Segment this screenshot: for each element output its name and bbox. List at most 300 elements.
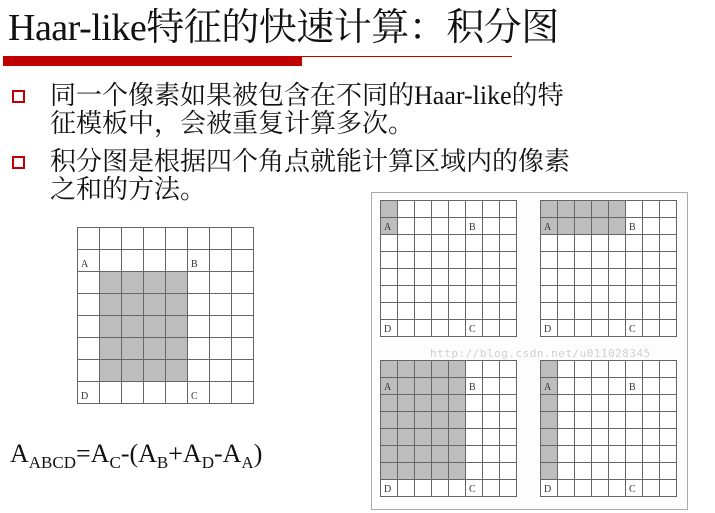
grid-cell xyxy=(626,303,643,320)
grid-cell xyxy=(660,480,677,497)
grid-cell xyxy=(500,252,517,269)
grid-cell xyxy=(122,360,144,382)
grid-cell xyxy=(415,235,432,252)
grid-cell xyxy=(122,250,144,272)
grid-cell xyxy=(541,412,558,429)
grid-cell xyxy=(78,338,100,360)
grid-cell xyxy=(415,320,432,337)
grid-cell xyxy=(660,320,677,337)
grid-cell xyxy=(144,360,166,382)
grid-cell xyxy=(432,320,449,337)
grid-cell xyxy=(592,412,609,429)
grid-cell xyxy=(643,235,660,252)
grid-cell xyxy=(592,269,609,286)
grid-cell xyxy=(449,269,466,286)
grid-cell xyxy=(415,378,432,395)
grid-cell xyxy=(483,235,500,252)
slide-title: Haar-like特征的快速计算：积分图 xyxy=(8,7,559,49)
grid-cell xyxy=(643,412,660,429)
grid-cell xyxy=(626,320,643,337)
grid-cell xyxy=(381,480,398,497)
grid-cell xyxy=(210,250,232,272)
grid-cell xyxy=(398,463,415,480)
grid-cell xyxy=(575,412,592,429)
grid-cell xyxy=(541,252,558,269)
grid-cell xyxy=(609,218,626,235)
grid-cell xyxy=(466,235,483,252)
grid-cell xyxy=(660,395,677,412)
grid-cell xyxy=(100,382,122,404)
corner-label: D xyxy=(544,324,552,335)
grid-cell xyxy=(122,272,144,294)
grid-cell xyxy=(500,378,517,395)
grid-cell xyxy=(575,480,592,497)
grid-cell xyxy=(381,446,398,463)
grid-cell xyxy=(466,320,483,337)
grid-cell xyxy=(100,316,122,338)
grid-cell xyxy=(558,429,575,446)
grid-cell xyxy=(558,218,575,235)
grid-cell xyxy=(609,320,626,337)
grid-cell xyxy=(415,429,432,446)
grid-cell xyxy=(541,303,558,320)
grid-cell xyxy=(398,361,415,378)
grid-cell xyxy=(232,382,254,404)
grid-cell xyxy=(500,286,517,303)
grid-cell xyxy=(466,463,483,480)
grid-cell xyxy=(592,218,609,235)
grid-cell xyxy=(643,286,660,303)
grid-cell xyxy=(609,286,626,303)
grid-cell xyxy=(592,429,609,446)
grid-cell xyxy=(398,378,415,395)
grid-cell xyxy=(398,286,415,303)
grid-cell xyxy=(483,252,500,269)
grid-cell xyxy=(483,286,500,303)
corner-label: B xyxy=(469,222,476,233)
grid-cell xyxy=(483,446,500,463)
area-formula: $A_{ABCD}=A_C-(A_B+A_D-A_A)$ xyxy=(10,439,263,472)
grid-cell xyxy=(575,429,592,446)
grid-cell xyxy=(483,395,500,412)
grid-cell xyxy=(500,395,517,412)
grid-cell xyxy=(575,395,592,412)
grid-cell xyxy=(558,412,575,429)
grid-cell xyxy=(144,316,166,338)
grid-cell xyxy=(660,201,677,218)
grid-cell xyxy=(575,218,592,235)
grid-cell xyxy=(643,320,660,337)
grid-cell xyxy=(592,286,609,303)
grid-cell xyxy=(188,382,210,404)
grid-cell xyxy=(210,228,232,250)
grid-cell xyxy=(232,272,254,294)
grid-cell xyxy=(122,294,144,316)
grid-cell xyxy=(232,294,254,316)
corner-label: C xyxy=(469,484,476,495)
grid-cell xyxy=(592,252,609,269)
grid-cell xyxy=(210,360,232,382)
grid-cell xyxy=(626,412,643,429)
grid-cell xyxy=(398,235,415,252)
grid-cell xyxy=(660,361,677,378)
grid-cell xyxy=(381,412,398,429)
grid-cell xyxy=(575,378,592,395)
corner-label: B xyxy=(469,382,476,393)
grid-cell xyxy=(100,250,122,272)
grid-cell xyxy=(432,395,449,412)
grid-cell xyxy=(232,338,254,360)
grid-cell xyxy=(643,429,660,446)
grid-cell xyxy=(232,250,254,272)
grid-cell xyxy=(541,235,558,252)
grid-cell xyxy=(166,272,188,294)
grid-cell xyxy=(432,361,449,378)
grid-cell xyxy=(466,303,483,320)
corner-label: D xyxy=(384,484,392,495)
grid-cell xyxy=(432,235,449,252)
grid-cell xyxy=(575,361,592,378)
corner-label: D xyxy=(81,391,89,402)
grid-cell xyxy=(500,446,517,463)
corner-label: C xyxy=(629,324,636,335)
grid-cell xyxy=(558,361,575,378)
grid-cell xyxy=(78,382,100,404)
grid-cell xyxy=(398,218,415,235)
grid-cell xyxy=(122,338,144,360)
grid-cell xyxy=(660,286,677,303)
grid-cell xyxy=(381,252,398,269)
grid-cell xyxy=(398,303,415,320)
grid-cell xyxy=(432,201,449,218)
grid-cell xyxy=(483,412,500,429)
grid-cell xyxy=(558,235,575,252)
grid-cell xyxy=(78,294,100,316)
grid-cell xyxy=(626,269,643,286)
corner-label: A xyxy=(544,222,552,233)
grid-cell xyxy=(210,294,232,316)
grid-cell xyxy=(626,235,643,252)
grid-cell xyxy=(609,412,626,429)
grid-cell xyxy=(609,361,626,378)
grid-cell xyxy=(483,218,500,235)
grid-cell xyxy=(643,378,660,395)
grid-cell xyxy=(626,378,643,395)
grid-cell xyxy=(415,463,432,480)
grid-cell xyxy=(78,272,100,294)
grid-cell xyxy=(432,252,449,269)
grid-cell xyxy=(210,338,232,360)
grid-cell xyxy=(188,272,210,294)
grid-cell xyxy=(449,320,466,337)
grid-cell xyxy=(609,235,626,252)
grid-cell xyxy=(466,412,483,429)
grid-cell xyxy=(575,286,592,303)
corner-label: A xyxy=(384,382,392,393)
grid-cell xyxy=(466,286,483,303)
grid-cell xyxy=(626,252,643,269)
grid-cell xyxy=(210,272,232,294)
grid-cell xyxy=(398,269,415,286)
grid-cell xyxy=(575,201,592,218)
grid-cell xyxy=(381,303,398,320)
grid-cell xyxy=(232,360,254,382)
grid-cell xyxy=(575,303,592,320)
grid-cell xyxy=(466,361,483,378)
grid-cell xyxy=(541,218,558,235)
grid-cell xyxy=(483,201,500,218)
grid-cell xyxy=(432,218,449,235)
grid-cell xyxy=(483,480,500,497)
grid-cell xyxy=(660,463,677,480)
grid-cell xyxy=(166,294,188,316)
grid-cell xyxy=(432,446,449,463)
grid-cell xyxy=(432,412,449,429)
corner-label: D xyxy=(544,484,552,495)
grid-cell xyxy=(78,250,100,272)
grid-cell xyxy=(609,201,626,218)
grid-cell xyxy=(500,201,517,218)
grid-cell xyxy=(575,446,592,463)
corner-label: B xyxy=(629,222,636,233)
corner-grid-c xyxy=(380,360,517,497)
bullet-line: 征模板中，会被重复计算多次。 xyxy=(50,109,415,138)
corner-label: C xyxy=(629,484,636,495)
grid-cell xyxy=(449,235,466,252)
grid-cell xyxy=(483,429,500,446)
grid-cell xyxy=(188,360,210,382)
grid-cell xyxy=(660,378,677,395)
grid-cell xyxy=(449,201,466,218)
grid-cell xyxy=(415,218,432,235)
grid-cell xyxy=(466,269,483,286)
grid-cell xyxy=(432,303,449,320)
grid-cell xyxy=(381,395,398,412)
grid-cell xyxy=(398,252,415,269)
hollow-square-bullet-icon xyxy=(12,90,25,103)
grid-cell xyxy=(626,463,643,480)
grid-cell xyxy=(166,360,188,382)
grid-cell xyxy=(660,303,677,320)
grid-cell xyxy=(100,294,122,316)
grid-cell xyxy=(449,218,466,235)
grid-cell xyxy=(166,250,188,272)
bullet-line: 同一个像素如果被包含在不同的Haar-like的特 xyxy=(50,81,564,110)
grid-cell xyxy=(541,361,558,378)
grid-cell xyxy=(626,395,643,412)
grid-cell xyxy=(609,463,626,480)
grid-cell xyxy=(592,463,609,480)
grid-cell xyxy=(541,378,558,395)
grid-cell xyxy=(144,228,166,250)
corner-label: C xyxy=(469,324,476,335)
grid-cell xyxy=(122,228,144,250)
hollow-square-bullet-icon xyxy=(12,156,25,169)
grid-cell xyxy=(144,382,166,404)
grid-cell xyxy=(609,269,626,286)
grid-cell xyxy=(643,269,660,286)
grid-cell xyxy=(466,480,483,497)
grid-cell xyxy=(643,252,660,269)
grid-cell xyxy=(144,250,166,272)
grid-cell xyxy=(558,252,575,269)
grid-cell xyxy=(643,463,660,480)
grid-cell xyxy=(78,316,100,338)
grid-cell xyxy=(483,361,500,378)
grid-cell xyxy=(432,429,449,446)
grid-cell xyxy=(541,429,558,446)
grid-cell xyxy=(381,463,398,480)
grid-cell xyxy=(592,201,609,218)
grid-cell xyxy=(558,201,575,218)
grid-cell xyxy=(592,395,609,412)
grid-cell xyxy=(432,286,449,303)
grid-cell xyxy=(188,338,210,360)
bullet-item-1 xyxy=(10,82,690,138)
grid-cell xyxy=(483,463,500,480)
grid-cell xyxy=(144,294,166,316)
grid-cell xyxy=(626,286,643,303)
grid-cell xyxy=(449,361,466,378)
grid-cell xyxy=(166,316,188,338)
grid-cell xyxy=(166,228,188,250)
corner-label: B xyxy=(191,259,198,270)
grid-cell xyxy=(466,429,483,446)
grid-cell xyxy=(609,252,626,269)
grid-cell xyxy=(449,378,466,395)
grid-cell xyxy=(541,446,558,463)
grid-cell xyxy=(592,378,609,395)
grid-cell xyxy=(558,446,575,463)
grid-cell xyxy=(144,272,166,294)
grid-cell xyxy=(500,235,517,252)
grid-cell xyxy=(415,269,432,286)
grid-cell xyxy=(575,235,592,252)
grid-cell xyxy=(592,480,609,497)
corner-label: A xyxy=(81,259,89,270)
grid-cell xyxy=(500,412,517,429)
grid-cell xyxy=(381,269,398,286)
grid-cell xyxy=(415,480,432,497)
grid-cell xyxy=(483,320,500,337)
grid-cell xyxy=(592,235,609,252)
watermark-text: http://blog.csdn.net/u011028345 xyxy=(430,347,651,360)
grid-cell xyxy=(643,218,660,235)
grid-cell xyxy=(78,360,100,382)
grid-cell xyxy=(609,480,626,497)
grid-cell xyxy=(466,446,483,463)
grid-cell xyxy=(626,429,643,446)
grid-cell xyxy=(100,360,122,382)
grid-cell xyxy=(398,395,415,412)
grid-cell xyxy=(381,201,398,218)
grid-cell xyxy=(483,303,500,320)
grid-cell xyxy=(609,446,626,463)
grid-cell xyxy=(78,228,100,250)
grid-cell xyxy=(381,429,398,446)
grid-cell xyxy=(660,446,677,463)
grid-cell xyxy=(432,463,449,480)
grid-cell xyxy=(660,235,677,252)
grid-cell xyxy=(449,446,466,463)
integral-image-grid xyxy=(77,227,254,404)
grid-cell xyxy=(210,316,232,338)
grid-cell xyxy=(609,395,626,412)
grid-cell xyxy=(381,361,398,378)
grid-cell xyxy=(660,218,677,235)
corner-label: C xyxy=(191,391,198,402)
grid-cell xyxy=(660,412,677,429)
grid-cell xyxy=(541,480,558,497)
grid-cell xyxy=(144,338,166,360)
grid-cell xyxy=(500,429,517,446)
grid-cell xyxy=(500,320,517,337)
grid-cell xyxy=(381,286,398,303)
grid-cell xyxy=(558,320,575,337)
grid-cell xyxy=(500,463,517,480)
grid-cell xyxy=(643,446,660,463)
grid-cell xyxy=(643,395,660,412)
grid-cell xyxy=(449,429,466,446)
grid-cell xyxy=(609,303,626,320)
grid-cell xyxy=(500,480,517,497)
grid-cell xyxy=(500,303,517,320)
grid-cell xyxy=(660,252,677,269)
grid-cell xyxy=(100,338,122,360)
corner-label: B xyxy=(629,382,636,393)
grid-cell xyxy=(398,429,415,446)
grid-cell xyxy=(210,382,232,404)
grid-cell xyxy=(381,320,398,337)
grid-cell xyxy=(188,294,210,316)
grid-cell xyxy=(449,252,466,269)
grid-cell xyxy=(558,395,575,412)
grid-cell xyxy=(466,201,483,218)
grid-cell xyxy=(398,201,415,218)
grid-cell xyxy=(122,316,144,338)
grid-cell xyxy=(432,269,449,286)
grid-cell xyxy=(432,378,449,395)
grid-cell xyxy=(558,378,575,395)
grid-cell xyxy=(415,201,432,218)
grid-cell xyxy=(466,378,483,395)
grid-cell xyxy=(592,361,609,378)
grid-cell xyxy=(188,316,210,338)
grid-cell xyxy=(541,201,558,218)
grid-cell xyxy=(558,286,575,303)
grid-cell xyxy=(188,250,210,272)
grid-cell xyxy=(432,480,449,497)
grid-cell xyxy=(415,252,432,269)
grid-cell xyxy=(381,378,398,395)
grid-cell xyxy=(575,463,592,480)
grid-cell xyxy=(541,395,558,412)
grid-cell xyxy=(609,429,626,446)
grid-cell xyxy=(575,269,592,286)
grid-cell xyxy=(558,269,575,286)
grid-cell xyxy=(575,320,592,337)
grid-cell xyxy=(541,463,558,480)
grid-cell xyxy=(609,378,626,395)
grid-cell xyxy=(100,272,122,294)
grid-cell xyxy=(232,228,254,250)
grid-cell xyxy=(398,446,415,463)
grid-cell xyxy=(626,446,643,463)
grid-cell xyxy=(449,412,466,429)
grid-cell xyxy=(660,269,677,286)
corner-label: D xyxy=(384,324,392,335)
grid-cell xyxy=(541,286,558,303)
